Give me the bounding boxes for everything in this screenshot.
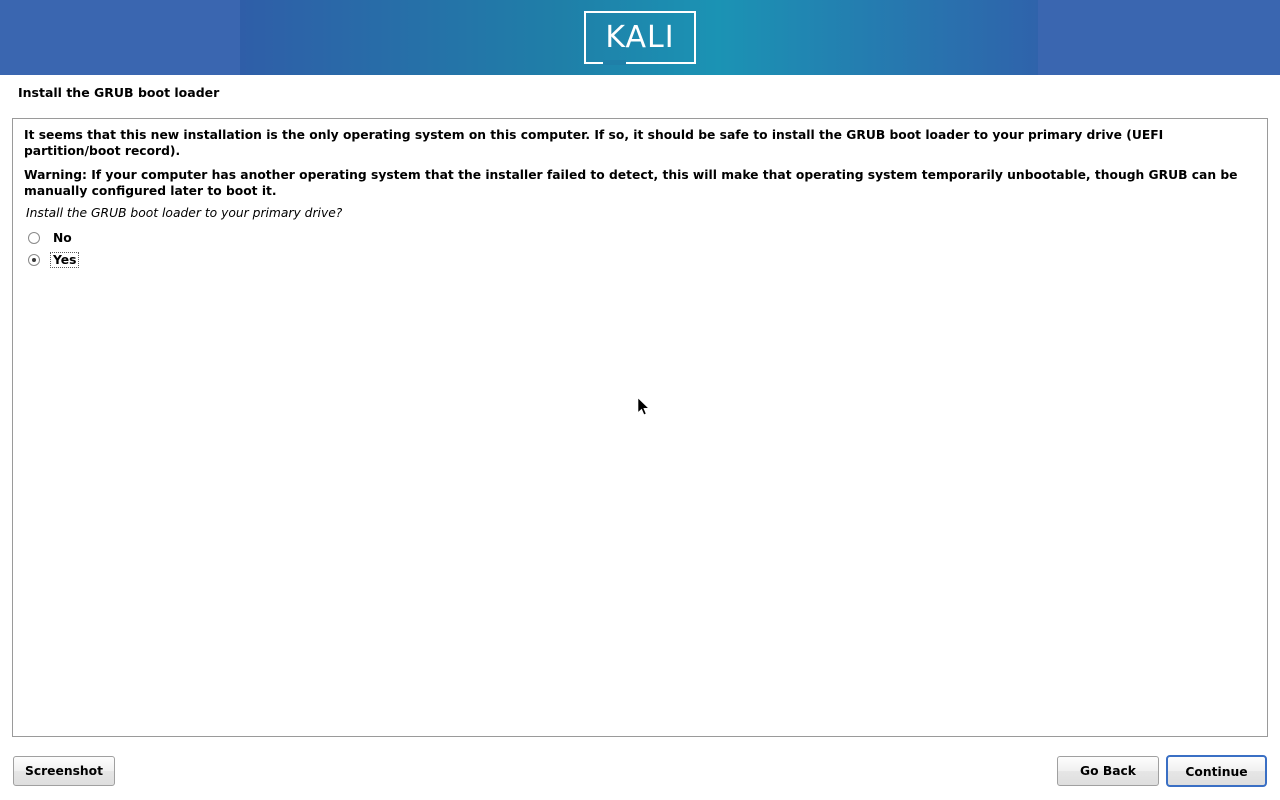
kali-banner [0, 0, 1280, 75]
radio-option-no[interactable] [28, 227, 1256, 249]
go-back-button[interactable]: Go Back [1057, 756, 1159, 786]
question-label: Install the GRUB boot loader to your primary drive? [26, 206, 343, 220]
kali-logo-text: KALI [605, 20, 675, 55]
warning-paragraph: Warning: If your computer has another operating system that the installer failed to detect, this will make that operating system temporarily unbootable, though GRUB can be manually configured later to boot it. [24, 168, 1238, 198]
radio-no-label[interactable]: No [53, 231, 72, 245]
screenshot-button[interactable]: Screenshot [13, 756, 115, 786]
radio-yes-label[interactable]: Yes [50, 252, 79, 268]
radio-option-yes[interactable] [28, 249, 1256, 271]
content-panel [12, 118, 1268, 737]
radio-yes-icon[interactable] [28, 254, 40, 266]
page-title: Install the GRUB boot loader [18, 85, 220, 100]
radio-no-icon[interactable] [28, 232, 40, 244]
content-panel-inner [13, 119, 1267, 271]
kali-logo [584, 11, 696, 64]
info-paragraph: It seems that this new installation is the only operating system on this computer. If so, it should be safe to install the GRUB boot loader to your primary drive (UEFI partition/boot record). [24, 128, 1164, 158]
kali-logo-notch [603, 60, 626, 65]
continue-button[interactable]: Continue [1166, 755, 1267, 787]
